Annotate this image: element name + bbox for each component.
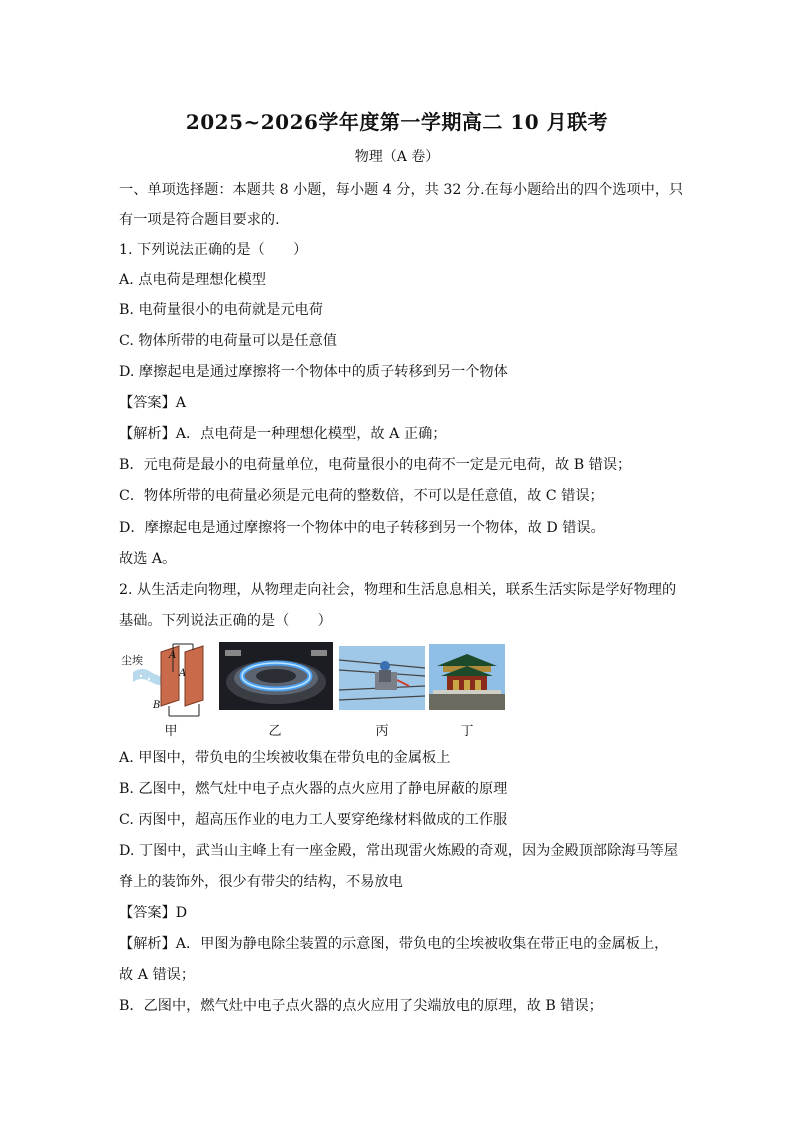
q1-analysis-line-3: C．物体所带的电荷量必须是元电荷的整数倍，不可以是任意值，故 C 错误；: [119, 488, 604, 504]
dust-label: 尘埃: [121, 654, 143, 667]
page-title: 2025~2026学年度第一学期高二 10 月联考: [185, 110, 609, 134]
q2-option-a: A. 甲图中，带负电的尘埃被收集在带负电的金属板上: [119, 750, 451, 766]
q1-analysis-line-5: 故选 A。: [119, 551, 177, 567]
power-worker-photo: [339, 646, 425, 710]
plate-label-a: A: [169, 650, 177, 661]
page-subtitle: 物理（A 卷）: [354, 149, 440, 165]
caption-ding: 丁: [460, 724, 474, 739]
q2-answer: 【答案】D: [119, 905, 188, 921]
q2-figure-row: [119, 642, 519, 738]
caption-bing: 丙: [375, 724, 389, 739]
q1-analysis-line-4: D．摩擦起电是通过摩擦将一个物体中的电子转移到另一个物体，故 D 错误。: [119, 520, 605, 536]
dust-collector-figure: [119, 642, 211, 718]
section-heading-line-1: 一、单项选择题：本题共 8 小题，每小题 4 分，共 32 分.在每小题给出的四个选项中，只: [119, 182, 684, 198]
plate-label-a2: A: [179, 668, 187, 679]
golden-palace-photo: [429, 644, 505, 710]
q2-stem-line-2: 基础。下列说法正确的是（ ）: [119, 613, 332, 629]
gas-stove-photo: [219, 642, 333, 710]
q1-option-b: B. 电荷量很小的电荷就是元电荷: [119, 302, 323, 318]
q2-analysis-line-2: 故 A 错误；: [119, 967, 196, 983]
q1-analysis-line-1: 【解析】A．点电荷是一种理想化模型，故 A 正确；: [119, 426, 447, 442]
q2-analysis-line-3: B．乙图中，燃气灶中电子点火器的点火应用了尖端放电的原理，故 B 错误；: [119, 998, 603, 1014]
q2-analysis-line-1: 【解析】A．甲图为静电除尘装置的示意图，带负电的尘埃被收集在带正电的金属板上，: [119, 936, 669, 952]
q2-option-d-line-1: D. 丁图中，武当山主峰上有一座金殿，常出现雷火炼殿的奇观，因为金殿顶部除海马等屋: [119, 843, 679, 859]
q1-answer: 【答案】A: [119, 395, 186, 411]
q2-option-d-line-2: 脊上的装饰外，很少有带尖的结构，不易放电: [119, 874, 403, 890]
q2-option-c: C. 丙图中，超高压作业的电力工人要穿绝缘材料做成的工作服: [119, 812, 508, 828]
caption-jia: 甲: [164, 724, 178, 739]
q1-option-c: C. 物体所带的电荷量可以是任意值: [119, 333, 337, 349]
q1-option-a: A. 点电荷是理想化模型: [119, 272, 266, 288]
q1-stem: 1. 下列说法正确的是（ ）: [119, 242, 308, 258]
q1-option-d: D. 摩擦起电是通过摩擦将一个物体中的质子转移到另一个物体: [119, 364, 508, 380]
caption-yi: 乙: [268, 724, 282, 739]
q2-option-b: B. 乙图中，燃气灶中电子点火器的点火应用了静电屏蔽的原理: [119, 781, 508, 797]
q1-analysis-line-2: B．元电荷是最小的电荷量单位，电荷量很小的电荷不一定是元电荷，故 B 错误；: [119, 457, 632, 473]
plate-label-b: B: [153, 700, 161, 711]
section-heading-line-2: 有一项是符合题目要求的.: [119, 212, 280, 228]
q2-stem-line-1: 2. 从生活走向物理，从物理走向社会，物理和生活息息相关，联系生活实际是学好物理的: [119, 582, 677, 598]
